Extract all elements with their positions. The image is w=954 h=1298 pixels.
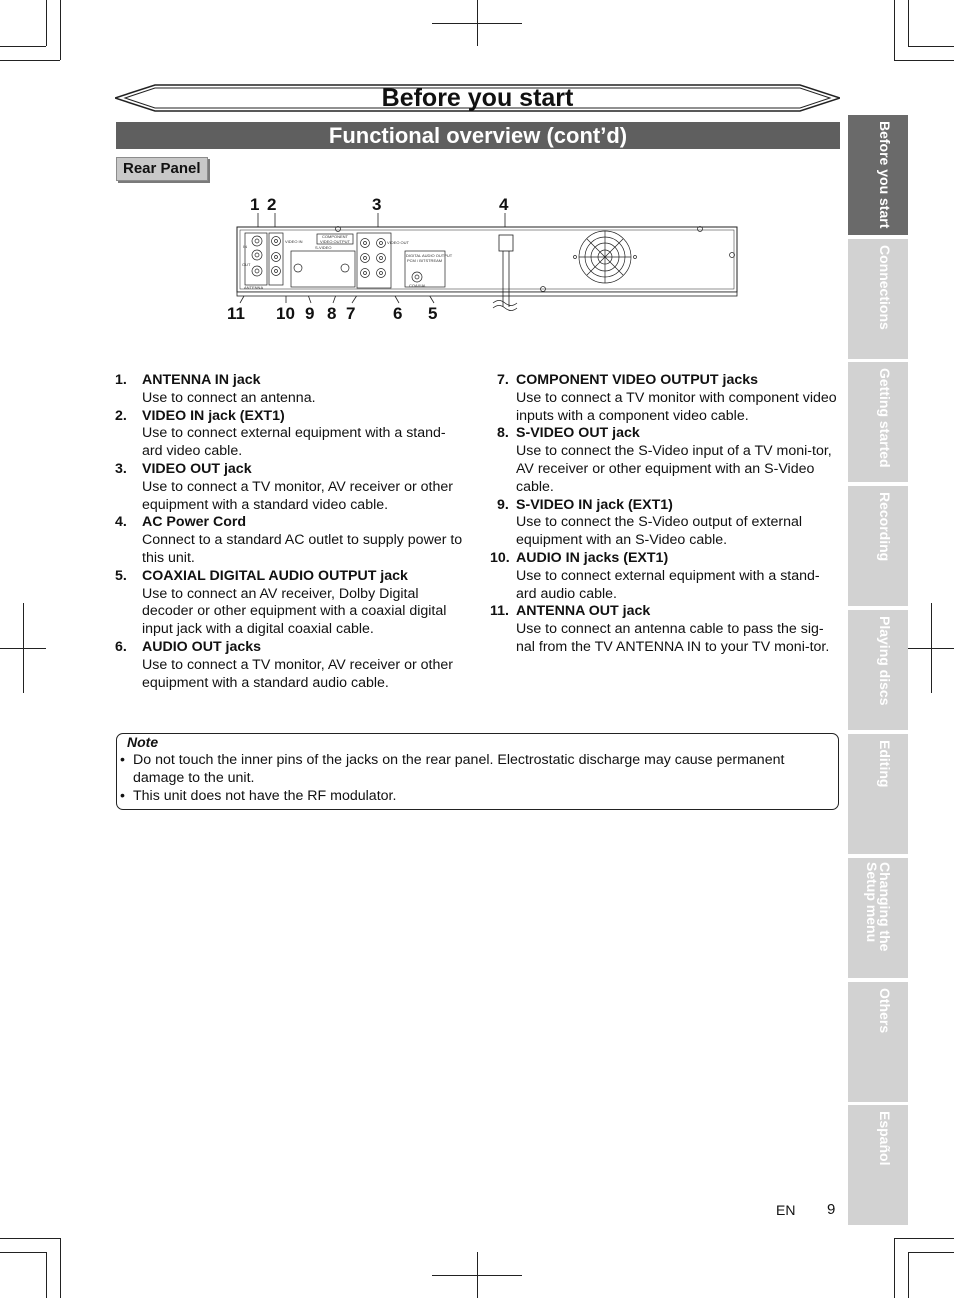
callout-8: 8	[327, 304, 337, 323]
crop-mark	[0, 1252, 46, 1253]
tab-playing-discs[interactable]: Playing discs	[848, 610, 908, 730]
feature-list-right	[490, 372, 838, 657]
label-digital-audio-output: DIGITAL AUDIO OUTPUT	[406, 253, 453, 258]
rear-panel-diagram	[225, 195, 745, 330]
list-item: 2. VIDEO IN jack (EXT1) Use to connect external equipment with a stand-ard video cable.	[115, 407, 446, 460]
crop-mark	[894, 1238, 895, 1298]
page-title: Before you start	[381, 84, 574, 112]
feature-list-left	[115, 372, 465, 692]
label-pcm-bitstream: PCM / BITSTREAM	[407, 258, 443, 263]
label-out: OUT	[242, 262, 251, 267]
tab-getting-started[interactable]: Getting started	[848, 362, 908, 482]
crop-mark	[908, 46, 954, 47]
title-banner	[115, 82, 840, 114]
bullet-icon: •	[120, 788, 125, 804]
label-coaxial: COAXIAL	[409, 283, 427, 288]
list-item: 7. COMPONENT VIDEO OUTPUT jacks Use to connect a TV monitor with component video inputs with a component video cable.	[497, 372, 837, 424]
label-video-in: VIDEO IN	[285, 239, 303, 244]
label-in: IN	[243, 244, 247, 249]
callout-11: 11	[227, 304, 245, 323]
crop-mark	[894, 0, 895, 60]
tab-espanol[interactable]: Español	[848, 1105, 908, 1225]
crop-mark	[46, 1252, 47, 1298]
label-component: COMPONENT	[322, 234, 348, 239]
list-item: 5. COAXIAL DIGITAL AUDIO OUTPUT jack Use to connect an AV receiver, Dolby Digital decoder or other equipment with a coaxial digital input jack with a digital coaxial cable.	[115, 567, 447, 638]
note-list	[117, 751, 817, 805]
list-item: 6. AUDIO OUT jacks Use to connect a TV monitor, AV receiver or other equipment with a standard audio cable.	[115, 638, 453, 691]
tab-others[interactable]: Others	[848, 982, 908, 1102]
crop-mark	[0, 60, 60, 61]
list-item: 3. VIDEO OUT jack Use to connect a TV monitor, AV receiver or other equipment with a standard video cable.	[115, 460, 453, 513]
crop-mark	[908, 1252, 954, 1253]
callout-3: 3	[372, 195, 382, 214]
footer-language: EN	[776, 1202, 796, 1218]
label-antenna: ANTENNA	[244, 285, 264, 290]
list-item: 10. AUDIO IN jacks (EXT1) Use to connect external equipment with a stand-ard audio cable.	[490, 549, 820, 602]
label-video-out: VIDEO OUT	[387, 240, 410, 245]
label-s-video: S-VIDEO	[315, 245, 332, 250]
crop-mark	[894, 60, 954, 61]
crop-mark	[908, 0, 909, 46]
crop-mark	[60, 1238, 61, 1298]
crop-mark	[60, 0, 61, 60]
tab-recording[interactable]: Recording	[848, 486, 908, 606]
crop-mark	[0, 1238, 60, 1239]
callout-10: 10	[276, 304, 295, 323]
list-item: 8. S-VIDEO OUT jack Use to connect the S-Video input of a TV moni-tor, AV receiver or other equipment with an S-Video cable.	[497, 425, 832, 495]
note-item: • Do not touch the inner pins of the jacks on the rear panel. Electrostatic discharge may cause permanent damage to the unit.	[120, 752, 785, 786]
bullet-icon: •	[120, 752, 125, 768]
tab-changing-the-setup-menu[interactable]: Changing the Setup menu	[848, 858, 908, 978]
tab-connections[interactable]: Connections	[848, 239, 908, 359]
list-item: 4. AC Power Cord Connect to a standard AC outlet to supply power to this unit.	[115, 514, 463, 566]
callout-2: 2	[267, 195, 277, 214]
crop-mark	[894, 1238, 954, 1239]
crop-mark	[477, 0, 478, 46]
list-item: 11. ANTENNA OUT jack Use to connect an antenna cable to pass the sig-nal from the TV ANTENNA IN to your TV moni-tor.	[490, 603, 830, 655]
note-title: Note	[127, 734, 159, 750]
list-item: 1. ANTENNA IN jack Use to connect an antenna.	[115, 372, 316, 406]
note-box	[116, 733, 839, 810]
callout-5: 5	[428, 304, 438, 323]
crop-mark	[23, 603, 24, 693]
callout-1: 1	[250, 195, 260, 214]
crop-mark	[477, 1252, 478, 1298]
crop-mark	[0, 46, 46, 47]
tab-editing[interactable]: Editing	[848, 734, 908, 854]
list-item: 9. S-VIDEO IN jack (EXT1) Use to connect the S-Video output of external equipment with an S-Video cable.	[497, 496, 803, 549]
tab-before-you-start[interactable]: Before you start	[848, 115, 908, 235]
callout-7: 7	[346, 304, 356, 323]
crop-mark	[908, 1252, 909, 1298]
crop-mark	[46, 0, 47, 46]
subsection-label: Rear Panel	[116, 157, 208, 181]
label-video-output: VIDEO OUTPUT	[320, 239, 351, 244]
note-item: • This unit does not have the RF modulator.	[120, 788, 397, 804]
crop-mark	[931, 603, 932, 693]
callout-4: 4	[499, 195, 509, 214]
page-number: 9	[827, 1201, 836, 1218]
callout-6: 6	[393, 304, 403, 323]
callout-9: 9	[305, 304, 315, 323]
section-title: Functional overview (cont’d)	[116, 122, 840, 149]
